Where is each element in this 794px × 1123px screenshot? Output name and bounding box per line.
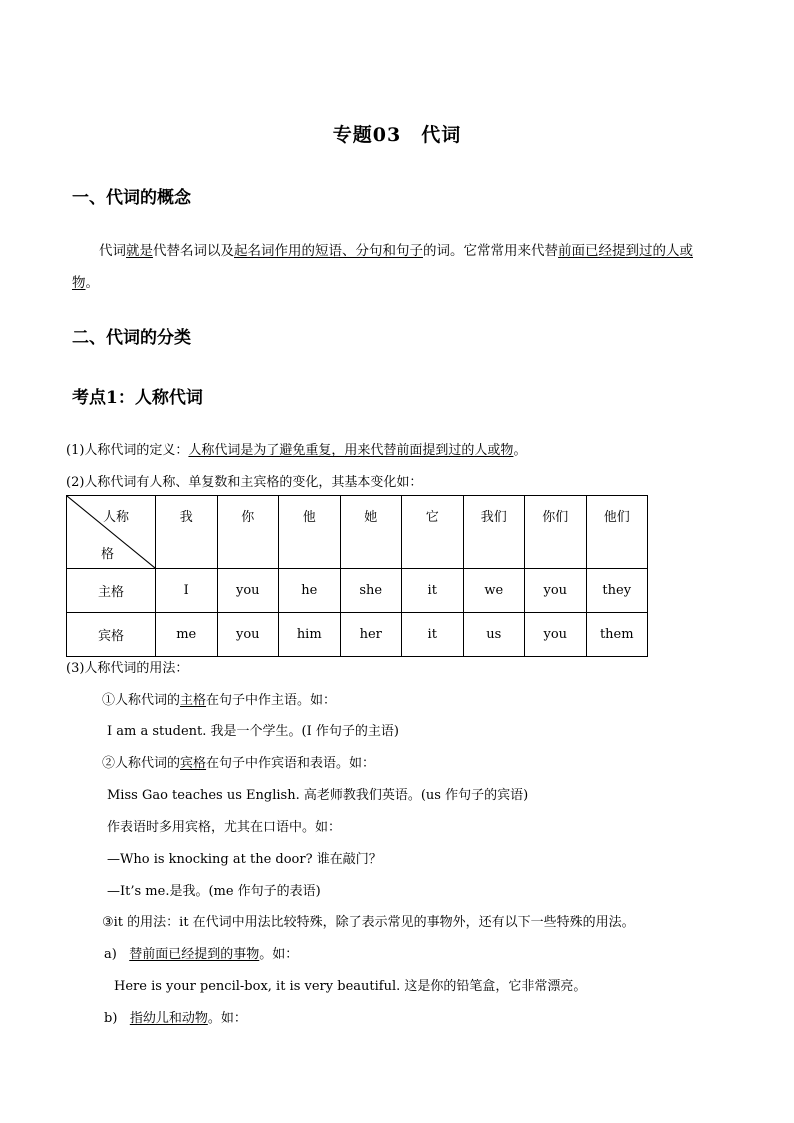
table-cell: I bbox=[156, 569, 218, 613]
table-row bbox=[67, 569, 648, 613]
usage-3-a-example: Here is your pencil-box, it is very beautiful. 这是你的铅笔盒，它非常漂亮。 bbox=[114, 979, 587, 994]
table-cell: it bbox=[402, 613, 464, 657]
table-cell: she bbox=[340, 569, 402, 613]
table-cell: we bbox=[463, 569, 525, 613]
underline-phrase: 起名词作用的短语、分句和句子 bbox=[234, 243, 423, 259]
table-cell: you bbox=[525, 569, 587, 613]
table-cell: me bbox=[156, 613, 218, 657]
definition-line-1: 代词就是代替名词以及起名词作用的短语、分句和句子的词。它常常用来代替前面已经提到过的人或 bbox=[99, 243, 693, 259]
usage-intro: (3)人称代词的用法： bbox=[66, 661, 189, 676]
table-header-cell: 我们 bbox=[463, 496, 525, 569]
table-cell: you bbox=[525, 613, 587, 657]
table-cell: you bbox=[217, 569, 279, 613]
usage-2-example: Miss Gao teaches us English. 高老师教我们英语。(us 作句子的宾语) bbox=[107, 788, 529, 803]
section-heading-classification: 二、代词的分类 bbox=[72, 328, 191, 348]
row-label: 主格 bbox=[67, 569, 156, 613]
table-cell: them bbox=[586, 613, 648, 657]
table-cell: her bbox=[340, 613, 402, 657]
usage-2: ②人称代词的宾格在句子中作宾语和表语。如： bbox=[102, 756, 376, 771]
underline-previous: 前面已经提到过的人或 bbox=[558, 243, 693, 259]
usage-3-b: b) 指幼儿和动物。如： bbox=[104, 1011, 247, 1026]
table-header-cell: 他们 bbox=[586, 496, 648, 569]
dialog-line-1: —Who is knocking at the door? 谁在敲门？ bbox=[107, 852, 382, 867]
table-header-cell: 你们 bbox=[525, 496, 587, 569]
section-heading-concept: 一、代词的概念 bbox=[72, 188, 191, 208]
table-header-cell: 他 bbox=[279, 496, 341, 569]
definition-line-2: 物。 bbox=[72, 275, 99, 291]
table-header-cell: 她 bbox=[340, 496, 402, 569]
pronoun-variation-intro: (2)人称代词有人称、单复数和主宾格的变化，其基本变化如： bbox=[66, 475, 423, 490]
table-header-cell: 我 bbox=[156, 496, 218, 569]
usage-3-a: a) 替前面已经提到的事物。如： bbox=[104, 947, 299, 962]
usage-1: ①人称代词的主格在句子中作主语。如： bbox=[102, 693, 337, 708]
pronoun-table bbox=[66, 495, 648, 657]
page-title: 专题03 代词 bbox=[332, 124, 462, 146]
underline-jiushi: 就是 bbox=[126, 243, 153, 259]
table-cell: they bbox=[586, 569, 648, 613]
table-cell: us bbox=[463, 613, 525, 657]
pronoun-definition: (1)人称代词的定义：人称代词是为了避免重复，用来代替前面提到过的人或物。 bbox=[66, 443, 527, 458]
table-cell: it bbox=[402, 569, 464, 613]
dialog-line-2: —It’s me.是我。(me 作句子的表语) bbox=[107, 884, 321, 899]
row-label: 宾格 bbox=[67, 613, 156, 657]
table-corner-cell: 人称 格 bbox=[67, 496, 156, 569]
usage-2-note: 作表语时多用宾格，尤其在口语中。如： bbox=[107, 820, 342, 835]
table-header-row bbox=[67, 496, 648, 569]
table-cell: him bbox=[279, 613, 341, 657]
table-row bbox=[67, 613, 648, 657]
kaodian-heading: 考点1：人称代词 bbox=[72, 388, 203, 408]
table-cell: he bbox=[279, 569, 341, 613]
table-header-cell: 它 bbox=[402, 496, 464, 569]
table-cell: you bbox=[217, 613, 279, 657]
usage-1-example: I am a student. 我是一个学生。(I 作句子的主语) bbox=[107, 724, 399, 739]
table-header-cell: 你 bbox=[217, 496, 279, 569]
usage-3: ③it 的用法：it 在代词中用法比较特殊，除了表示常见的事物外，还有以下一些特殊的用法。 bbox=[102, 915, 635, 930]
